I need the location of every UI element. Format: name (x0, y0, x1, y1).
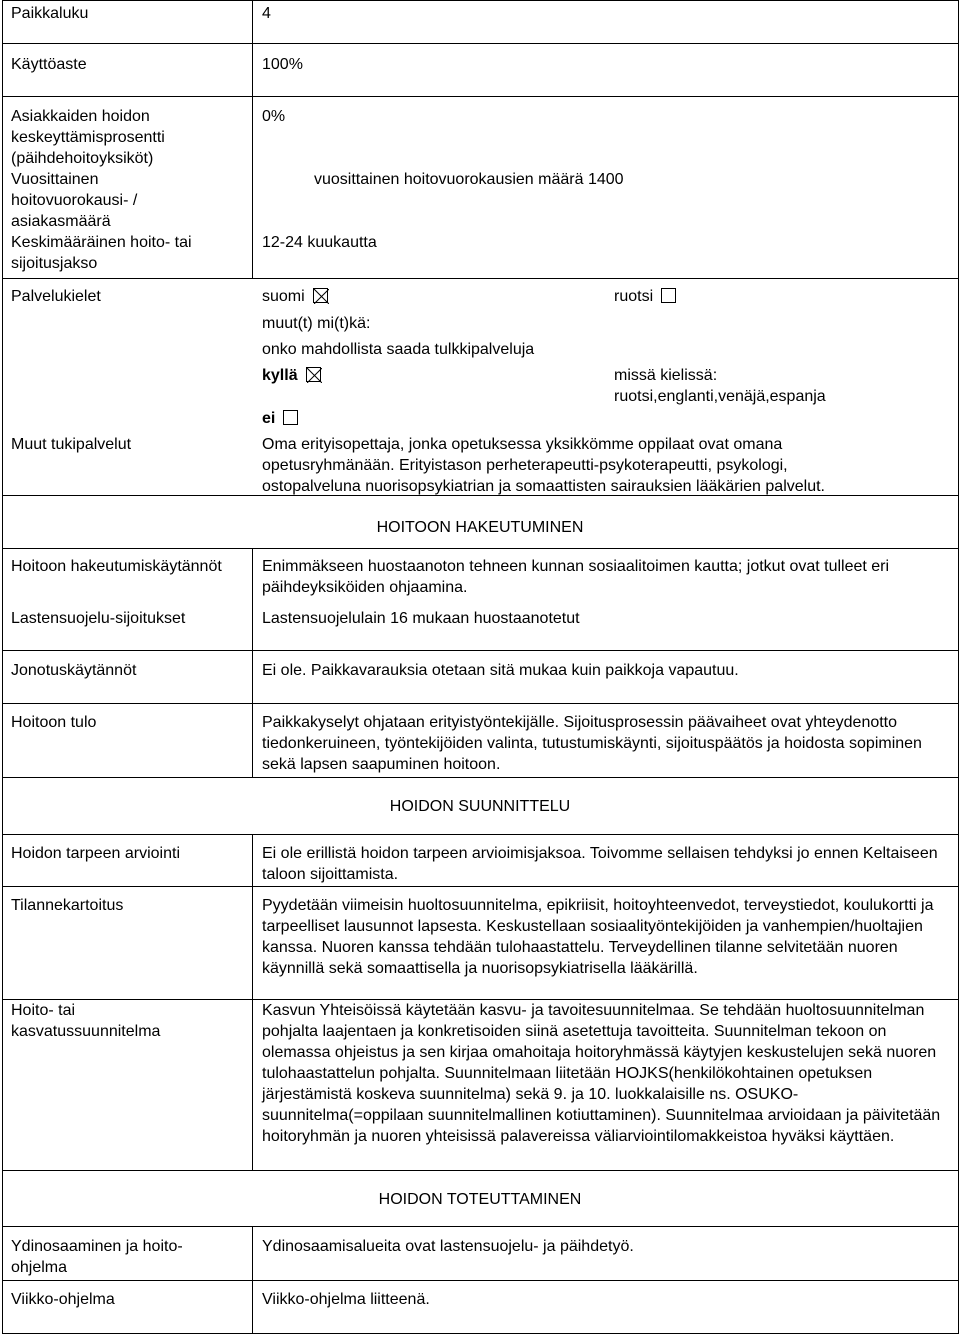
viikko-ohjelma-text: Viikko-ohjelma liitteenä. (262, 1291, 430, 1308)
rule (2, 278, 959, 279)
lastensuojelu-label: Lastensuojelu-sijoitukset (11, 610, 186, 627)
vuosittainen-label: Vuosittainen hoitovuorokausi- / asiakasmäärä (11, 171, 138, 230)
muut-tukipalvelut-label: Muut tukipalvelut (11, 436, 132, 453)
ydinosaaminen-text: Ydinosaamisalueita ovat lastensuojelu- ja päihdetyö. (262, 1238, 634, 1255)
tilannekartoitus-text: Pyydetään viimeisin huoltosuunnitelma, epikriisit, hoitoyhteenvedot, terveystiedot, koulukortti ja tarpeelliset lausunnot lapsesta. Keskustellaan sosiaalityöntekijöiden ja vanhempien/huoltajien kanssa. Nuoren kanssa tehdään tulohaastattelu. Terveydellinen tilanne selvitetään nuoren käynnillä sekä somaattisella ja nuorisopsykiatrisella lääkärillä. (262, 897, 934, 977)
hoitoon-tulo-label: Hoitoon tulo (11, 714, 97, 731)
missa-kielissa-label: missä kielissä: (614, 367, 718, 384)
ruotsi-option (614, 286, 676, 307)
tulkki-question: onko mahdollista saada tulkkipalveluja (262, 341, 535, 358)
paikkaluku-label: Paikkaluku (11, 5, 89, 22)
tukipalvelut-line-1: Oma erityisopettaja, jonka opetuksessa yksikkömme oppilaat ovat omana (262, 436, 783, 453)
kayttoaste-label: Käyttöaste (11, 56, 87, 73)
rule (2, 43, 959, 44)
rule (2, 0, 959, 1)
kylla-checkbox[interactable] (306, 367, 321, 382)
rule (2, 703, 959, 704)
vuosittainen-value: vuosittainen hoitovuorokausien määrä 1400 (314, 171, 624, 188)
ydinosaaminen-label: Ydinosaaminen ja hoito-ohjelma (11, 1238, 183, 1276)
suunnitelma-label: Hoito- tai kasvatussuunnitelma (11, 1002, 161, 1040)
tukipalvelut-line-2: opetusryhmänään. Erityistason perheterapeutti-psykoterapeutti, psykologi, (262, 457, 788, 474)
ruotsi-checkbox[interactable] (661, 288, 676, 303)
rule (2, 777, 3, 1171)
kylla-label: kyllä (262, 367, 298, 384)
jonotus-text: Ei ole. Paikkavarauksia otetaan sitä mukaa kuin paikkoja vapautuu. (262, 662, 739, 679)
suunnitelma-text: Kasvun Yhteisöissä käytetään kasvu- ja tavoitesuunnitelmaa. Se tehdään huoltosuunnitelman pohjalta laajentaen ja konkretisoiden siinä asetettuja tavoitteita. Suunnitelman tekoon on olemassa ohjeistus ja sen kirjaa omahoitaja hoitoryhmässä käytyjen keskustelujen sekä nuoren tulohaastattelun pohjalta. Suunnitelmaan liitetään HOJKS(henkilökohtainen opetuksen järjestämistä koskeva suunnitelma) sekä 9. ja 10. luokkalaisille ns. OSUKO-suunnitelma(=oppilaan suunnitelmallinen kotiuttaminen). Suunnitelmaa arvioidaan ja päivitetään hoitoryhmän ja nuoren yhteisissä palavereissa väliarviointilomakkeistoa hyväksi käyttäen. (262, 1002, 941, 1145)
arviointi-text: Ei ole erillistä hoidon tarpeen arvioimisjaksoa. Toivomme sellaisen tehdyksi jo ennen Keltaiseen taloon sijoittamista. (262, 845, 938, 883)
rule (2, 650, 959, 651)
muut-kielet-label: muut(t) mi(t)kä: (262, 315, 371, 332)
rule (2, 1226, 959, 1227)
ei-option (262, 408, 298, 429)
keskeyttamis-value: 0% (262, 108, 286, 125)
ruotsi-label: ruotsi (614, 288, 654, 305)
arviointi-label: Hoidon tarpeen arviointi (11, 845, 180, 862)
suomi-option (262, 286, 328, 307)
hakeutuminen-heading: HOITOON HAKEUTUMINEN (376, 519, 584, 536)
palvelukielet-label: Palvelukielet (11, 288, 101, 305)
rule (2, 1170, 959, 1171)
rule (2, 886, 959, 887)
suunnittelu-heading: HOIDON SUUNNITTELU (389, 798, 571, 815)
kielet-value: ruotsi,englanti,venäjä,espanja (614, 388, 826, 405)
hakeutumiskaytannot-text: Enimmäkseen huostaanoton tehneen kunnan sosiaalitoimen kautta; jotkut ovat tulleet eri päihdeyksiköiden ohjaamina. (262, 558, 890, 596)
suomi-label: suomi (262, 288, 305, 305)
ei-checkbox[interactable] (283, 410, 298, 425)
hakeutumiskaytannot-label: Hoitoon hakeutumiskäytännöt (11, 558, 222, 575)
tilannekartoitus-label: Tilannekartoitus (11, 897, 124, 914)
keskeyttamis-label: Asiakkaiden hoidon keskeyttämisprosentti (päihdehoitoyksiköt) (11, 108, 165, 167)
rule (252, 1226, 253, 1334)
rule (958, 777, 959, 1171)
lastensuojelu-text: Lastensuojelulain 16 mukaan huostaanotetut (262, 610, 580, 627)
keskimaarainen-label: Keskimääräinen hoito- tai sijoitusjakso (11, 234, 192, 272)
ei-label: ei (262, 410, 276, 427)
rule (958, 0, 959, 496)
rule (2, 1280, 959, 1281)
kylla-option (262, 365, 321, 386)
rule (2, 548, 959, 549)
rule (2, 0, 3, 496)
tukipalvelut-line-3: ostopalveluna nuorisopsykiatrian ja somaattisten sairauksien lääkärien palvelut. (262, 478, 825, 495)
checked-x-icon (307, 368, 322, 383)
kayttoaste-value: 100% (262, 56, 303, 73)
jonotus-label: Jonotuskäytännöt (11, 662, 137, 679)
rule (2, 1333, 959, 1334)
checked-x-icon (314, 289, 329, 304)
suomi-checkbox[interactable] (313, 288, 328, 303)
keskimaarainen-value: 12-24 kuukautta (262, 234, 377, 251)
paikkaluku-value: 4 (262, 5, 271, 22)
viikko-ohjelma-label: Viikko-ohjelma (11, 1291, 115, 1308)
rule (2, 834, 959, 835)
toteuttaminen-heading: HOIDON TOTEUTTAMINEN (378, 1191, 582, 1208)
rule (2, 96, 959, 97)
rule (252, 834, 253, 1171)
rule (2, 777, 959, 778)
rule (252, 0, 253, 279)
hoitoon-tulo-text: Paikkakyselyt ohjataan erityistyöntekijälle. Sijoitusprosessin päävaiheet ovat yhteydenotto tiedonkeruineen, työntekijöiden valinta, tutustumiskäynti, sijoituspäätös ja hoidosta sopiminen sekä lapsen saapuminen hoitoon. (262, 714, 922, 773)
rule (252, 548, 253, 778)
